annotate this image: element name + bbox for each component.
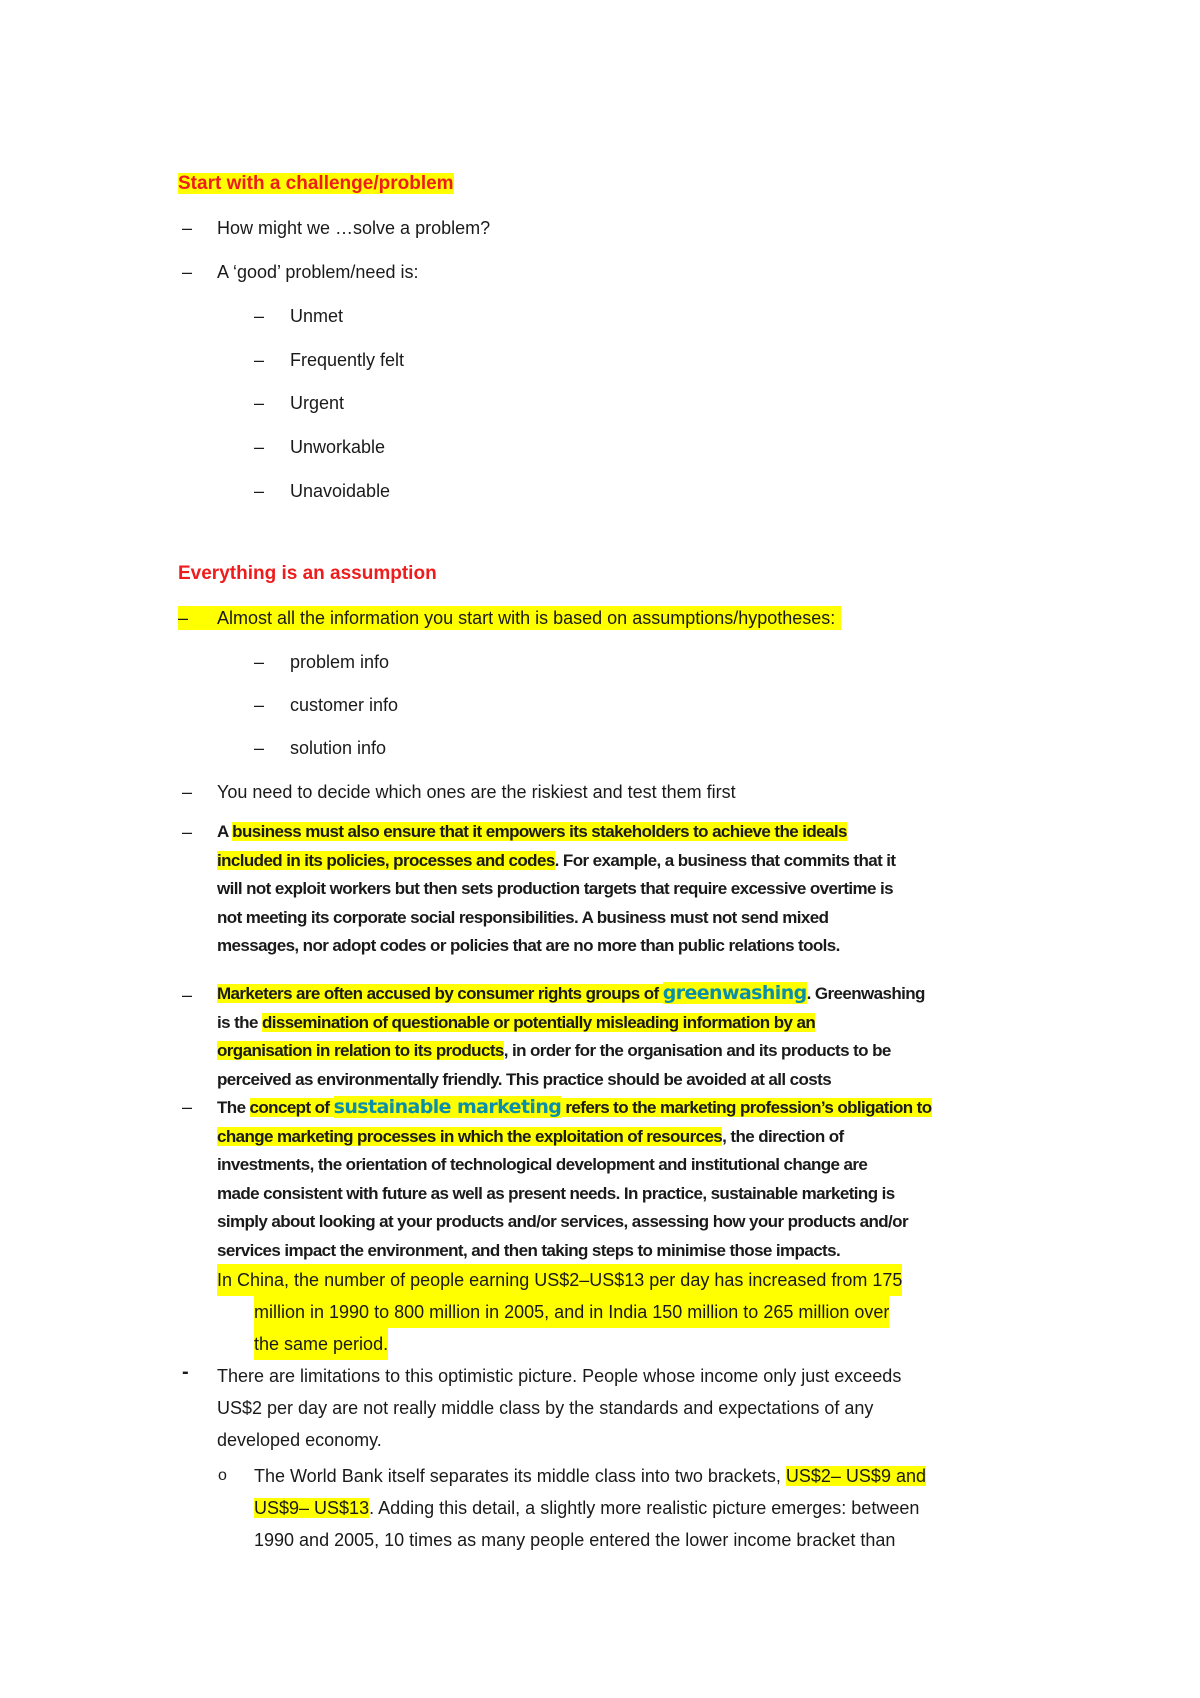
paragraph-world-bank: The World Bank itself separates its middle class into two brackets, US$2– US$9 and US$9– US$13. Adding this detail, a slightly more realistic picture emerges: between 1990 and 2005, 10 times as many people entered the lower income bracket than <box>254 1466 926 1550</box>
sub-bullet-dash: – <box>254 481 265 501</box>
document-page: Start with a challenge/problem – How might we …solve a problem? – A ‘good’ problem/need is: – Unmet – Frequently felt – Urgent – Unworkable – Unavoidable Everything is an assumption – Almost all the information you start with is based on assumptions/hypotheses: – problem info – customer info – solution info – You need to decide which ones are the riskiest and test them first – A business must also ensure that it empowers its stakeholders to achieve the ideals included in its policies, processes and codes. For example, a business that commits that it will not exploit workers but then sets production targets that require excessive overtime is not meeting its corporate social responsibilities. A business must not send mixed messages, nor adopt codes or policies that are no more than public relations tools. – Marketers are often accused by consumer rights groups of greenwashing. Greenwashing is the dissemination of questionable or potentially misleading information by an organisation in relation to its products, in order for the organisation and its products to be perceived as environmentally friendly. This practice should be avoided at all costs – The concept of sustainable marketing refers to the marketing profession’s obligation to change marketing processes in which the exploitation of resources, the direction of investments, the orientation of technological development and institutional change are made consistent with future as well as present needs. In practice, sustainable marketing is simply about looking at your products and/or services, assessing how your products and/or services impact the environment, and then taking steps to minimise those impacts. In China, the number of people earning US$2–US$13 per day has increased from 175 million in 1990 to 800 million in 2005, and in India 150 million to 265 million over the same period. - There are limitations to this optimistic picture. People whose income only just exceeds US$2 per day are not really middle class by the standards and expectations of any developed economy. o The World Bank itself separates its middle class into two brackets, US$2– US$9 and US$9– US$13. Adding this detail, a slightly more realistic picture emerges: between 1990 and 2005, 10 times as many people entered the lower income bracket than <box>0 0 1200 1698</box>
bullet-riskiest: You need to decide which ones are the riskiest and test them first <box>217 782 736 802</box>
paragraph-sustainable-marketing: The concept of sustainable marketing refers to the marketing profession’s obligation to change marketing processes in which the exploitation of resources, the direction of investments, the orientation of technological development and institutional change are made consistent with future as well as present needs. In practice, sustainable marketing is simply about looking at your products and/or services, assessing how your products and/or services impact the environment, and then taking steps to minimise those impacts. <box>217 1096 932 1260</box>
bullet-dash: – <box>182 218 193 238</box>
sub-bullet-problem-info: problem info <box>290 652 390 672</box>
bullet-dash: – <box>182 985 193 1005</box>
bullet-dash: - <box>182 1361 189 1383</box>
assumptions-intro: – Almost all the information you start with is based on assumptions/hypotheses: <box>178 606 841 630</box>
sub-bullet-unmet: Unmet <box>290 306 344 326</box>
sub-bullet-customer-info: customer info <box>290 695 399 715</box>
paragraph-empower: A business must also ensure that it empowers its stakeholders to achieve the ideals included in its policies, processes and codes. For example, a business that commits that it will not exploit workers but then sets production targets that require excessive overtime is not meeting its corporate social responsibilities. A business must not send mixed messages, nor adopt codes or policies that are no more than public relations tools. <box>217 822 896 955</box>
sub-bullet-circle: o <box>218 1467 227 1484</box>
term-greenwashing: greenwashing <box>662 982 807 1004</box>
bullet-dash: – <box>182 262 193 282</box>
sub-bullet-frequently-felt: Frequently felt <box>290 350 405 370</box>
paragraph-greenwashing: Marketers are often accused by consumer rights groups of greenwashing. Greenwashing is the dissemination of questionable or potentially misleading information by an organisation in relation to its products, in order for the organisation and its products to be perceived as environmentally friendly. This practice should be avoided at all costs <box>217 982 925 1089</box>
bullet-dash: – <box>182 1097 193 1117</box>
term-sustainable-marketing: sustainable marketing <box>333 1096 562 1118</box>
bullet-how-might-we: How might we …solve a problem? <box>217 218 491 238</box>
sub-bullet-dash: – <box>254 306 265 326</box>
section-heading-challenge: Start with a challenge/problem <box>178 173 454 194</box>
bullet-dash: – <box>182 782 193 802</box>
sub-bullet-dash: – <box>254 695 265 715</box>
sub-bullet-unworkable: Unworkable <box>290 437 386 457</box>
sub-bullet-urgent: Urgent <box>290 393 345 413</box>
sub-bullet-dash: – <box>254 350 265 370</box>
sub-bullet-dash: – <box>254 393 265 413</box>
bullet-good-problem: A ‘good’ problem/need is: <box>217 262 419 282</box>
sub-bullet-dash: – <box>254 652 265 672</box>
sub-bullet-dash: – <box>254 437 265 457</box>
sub-bullet-solution-info: solution info <box>290 738 387 758</box>
sub-bullet-unavoidable: Unavoidable <box>290 481 391 501</box>
sub-bullet-dash: – <box>254 738 265 758</box>
paragraph-limitations: There are limitations to this optimistic picture. People whose income only just exceeds US$2 per day are not really middle class by the standards and expectations of any developed economy. <box>217 1366 902 1450</box>
section-heading-assumption: Everything is an assumption <box>178 563 437 584</box>
bullet-dash: – <box>182 822 193 842</box>
bullet-dash: – <box>178 608 189 628</box>
